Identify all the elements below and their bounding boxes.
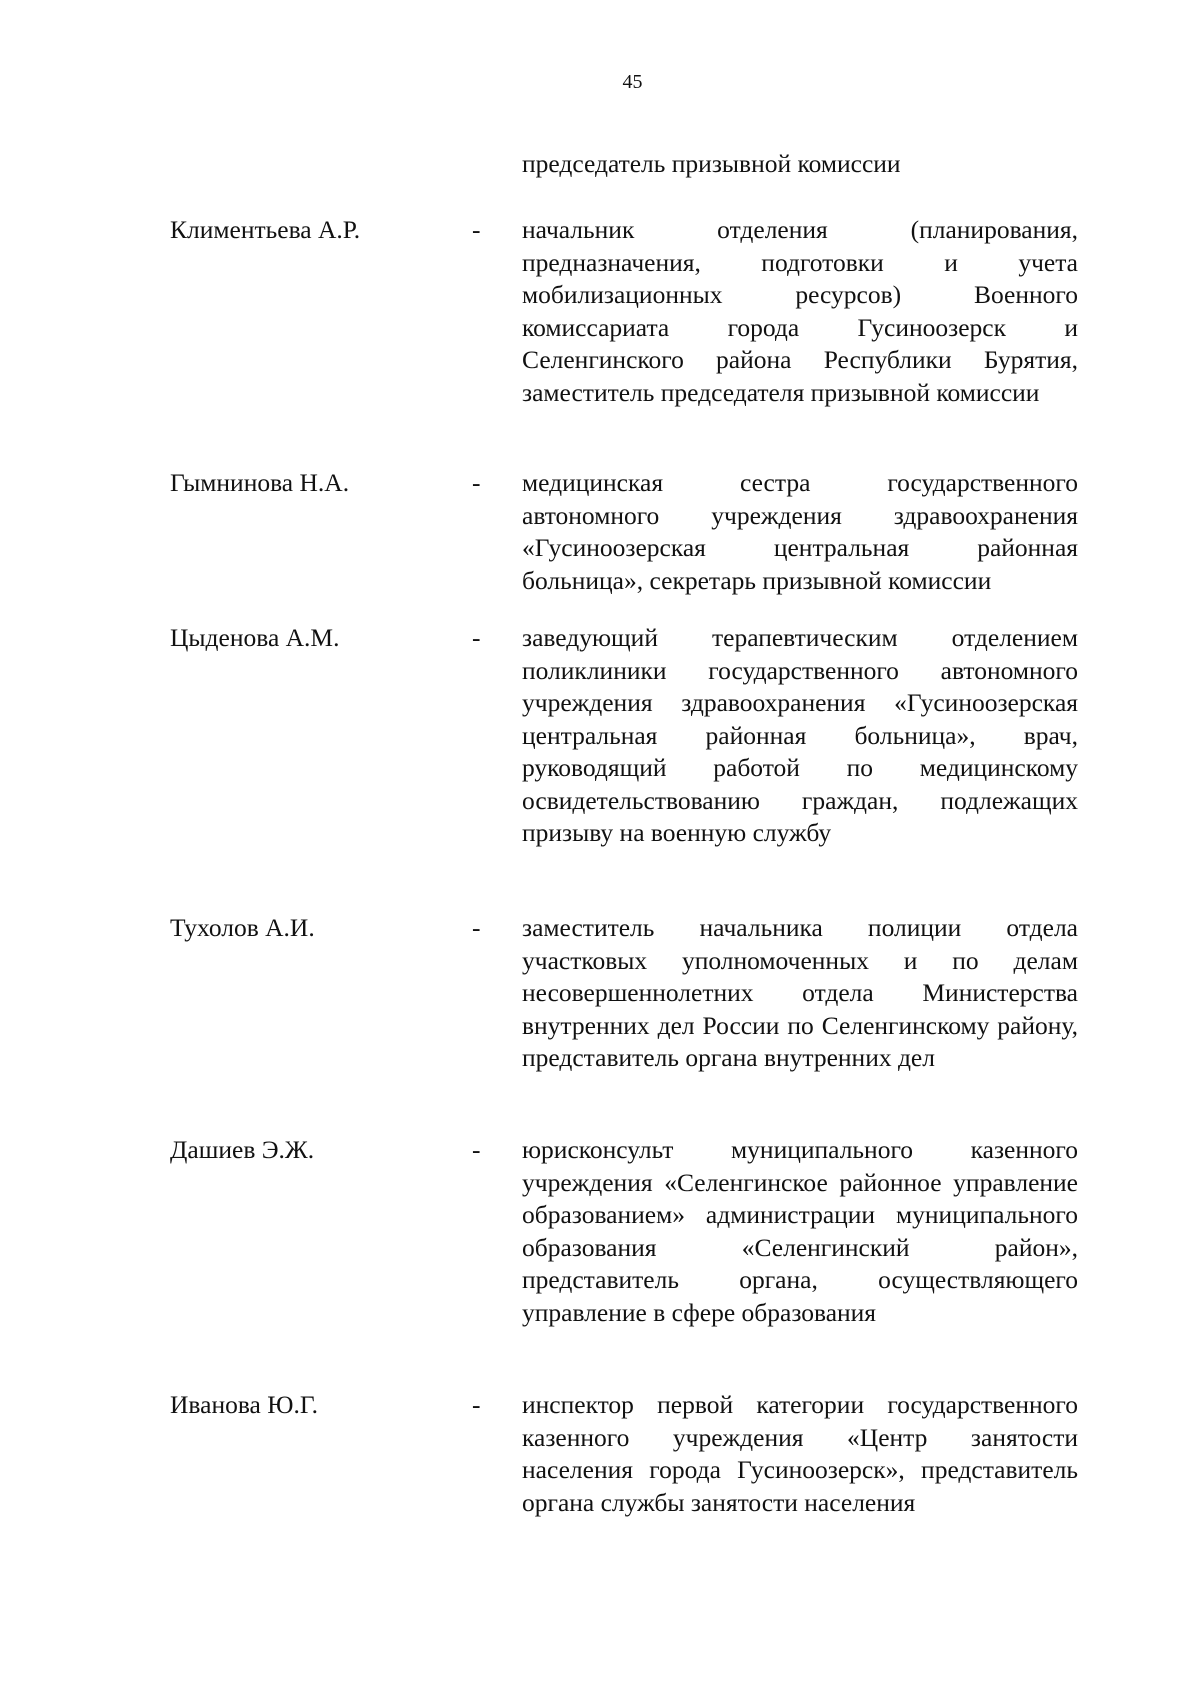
member-dash: - <box>472 468 481 497</box>
continuation-text: председатель призывной комиссии <box>522 149 901 178</box>
member-dash: - <box>472 623 481 652</box>
member-description: заместитель начальника полиции отдела участковых уполномоченных и по делам несовершеннолетних отдела Министерства внутренних дел России по Селенгинскому району, представитель органа внутренних дел <box>522 913 1078 1072</box>
member-name: Климентьева А.Р. <box>170 215 361 244</box>
page-number: 45 <box>622 71 643 93</box>
member-description: начальник отделения (планирования, предназначения, подготовки и учета мобилизационных ресурсов) Военного комиссариата города Гусиноозерск и Селенгинского района Республики Бурятия, заместитель председателя призывной комиссии <box>522 215 1078 407</box>
member-description: заведующий терапевтическим отделением поликлиники государственного автономного учреждения здравоохранения «Гусиноозерская центральная районная больница», врач, руководящий работой по медицинскому освидетельствованию граждан, подлежащих призыву на военную службу <box>522 623 1078 847</box>
member-dash: - <box>472 1390 481 1419</box>
member-description: юрисконсульт муниципального казенного учреждения «Селенгинское районное управление образованием» администрации муниципального образования «Селенгинский район», представитель органа, осуществляющего управление в сфере образования <box>522 1135 1078 1327</box>
member-name: Тухолов А.И. <box>170 913 315 942</box>
member-dash: - <box>472 1135 481 1164</box>
member-name: Дашиев Э.Ж. <box>170 1135 315 1164</box>
member-dash: - <box>472 215 481 244</box>
member-name: Иванова Ю.Г. <box>170 1390 319 1419</box>
member-description: медицинская сестра государственного автономного учреждения здравоохранения «Гусиноозерская центральная районная больница», секретарь призывной комиссии <box>522 468 1078 595</box>
member-description: инспектор первой категории государственного казенного учреждения «Центр занятости населения города Гусиноозерск», представитель органа службы занятости населения <box>522 1390 1078 1517</box>
member-dash: - <box>472 913 481 942</box>
member-name: Гымнинова Н.А. <box>170 468 350 497</box>
member-name: Цыденова А.М. <box>170 623 340 652</box>
